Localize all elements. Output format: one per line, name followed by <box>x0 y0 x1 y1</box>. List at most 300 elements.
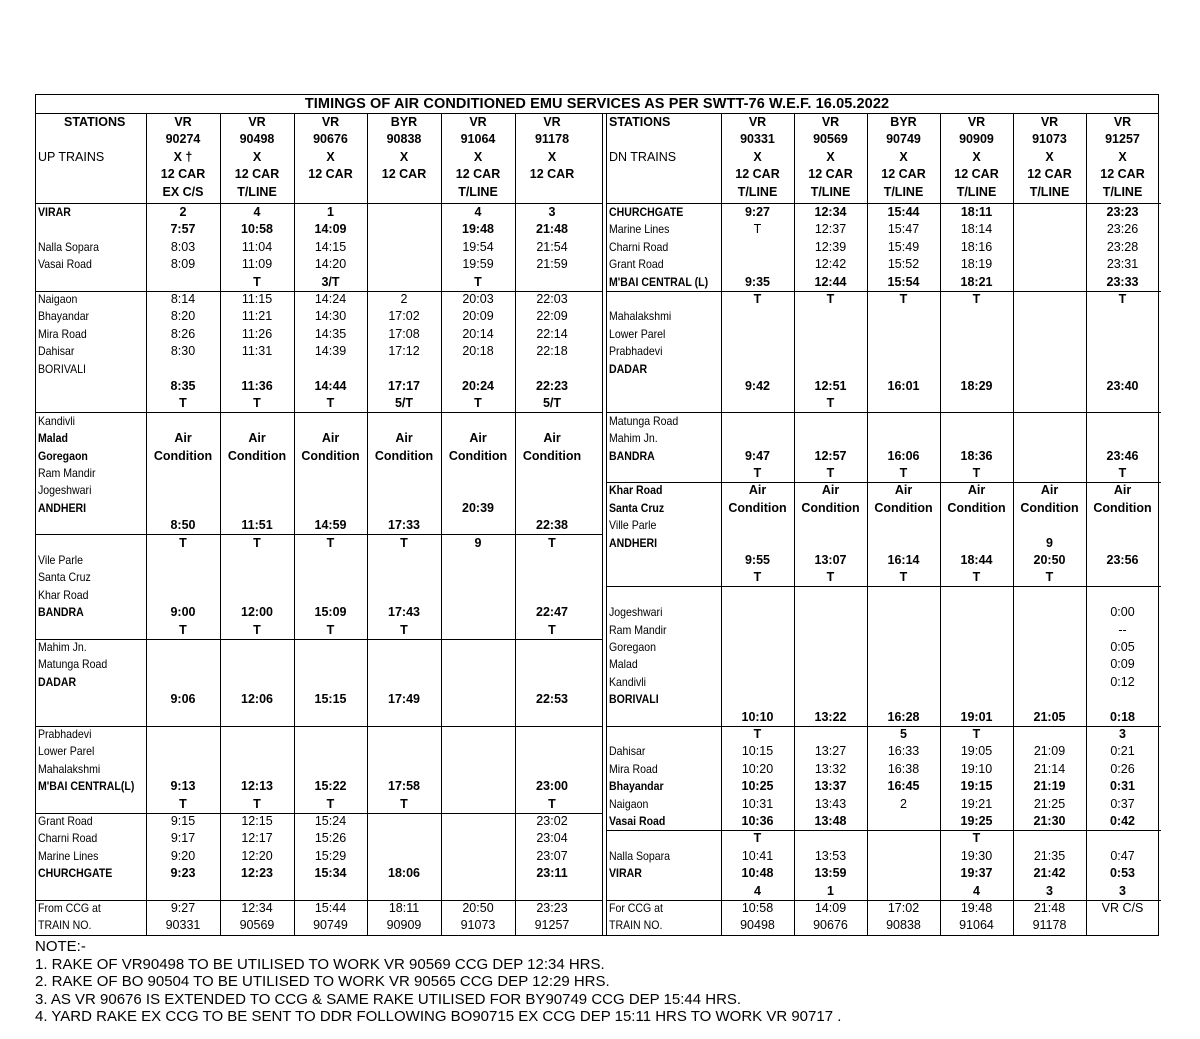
time-cell <box>1013 395 1086 412</box>
time-cell: 15:52 <box>887 257 920 272</box>
train-cars: 12 CAR <box>954 167 999 182</box>
time-cell: 18:11 <box>960 205 993 219</box>
time-cell <box>367 656 441 673</box>
train-route: T/LINE <box>458 184 498 199</box>
time-cell: T <box>826 396 835 411</box>
train-number: 91178 <box>534 132 570 147</box>
time-cell: 23:04 <box>536 831 568 846</box>
time-cell: T <box>400 622 408 637</box>
time-cell: 4 <box>474 205 482 219</box>
time-cell: Condition <box>1093 500 1152 515</box>
time-cell <box>441 622 515 639</box>
section-rule <box>607 482 1161 483</box>
time-cell: 91257 <box>534 918 570 933</box>
time-cell <box>294 569 367 586</box>
station-name: M'BAI CENTRAL(L) <box>38 779 135 794</box>
time-cell: 19:21 <box>960 796 993 811</box>
station-name: Mira Road <box>38 326 87 341</box>
time-cell: 10:25 <box>741 779 774 794</box>
time-cell <box>940 674 1013 691</box>
time-cell: Air <box>894 483 913 498</box>
time-cell <box>721 622 794 639</box>
time-cell <box>721 239 794 256</box>
time-cell <box>1086 395 1159 412</box>
train-origin: VR <box>543 115 561 129</box>
time-cell <box>867 604 940 621</box>
time-cell <box>220 587 294 604</box>
time-cell <box>1086 326 1159 343</box>
time-cell: Air <box>174 431 192 446</box>
station-name: Kandivli <box>609 674 646 689</box>
time-cell: 12:20 <box>241 848 273 863</box>
station-name: Naigaon <box>609 796 649 811</box>
station-name: Nalla Sopara <box>609 848 671 863</box>
time-cell <box>794 604 867 621</box>
time-cell: 10:15 <box>741 744 774 759</box>
station-name: Malad <box>38 431 68 446</box>
time-cell: 91178 <box>1032 918 1067 933</box>
time-cell <box>794 308 867 325</box>
time-cell: Condition <box>947 500 1006 515</box>
time-cell: T <box>753 222 762 237</box>
time-cell: 0:42 <box>1109 814 1136 828</box>
station-name: ANDHERI <box>609 535 658 550</box>
station-name: TRAIN NO. <box>38 918 92 933</box>
time-cell <box>1013 326 1086 343</box>
time-cell: T <box>326 622 335 637</box>
time-cell <box>367 204 441 221</box>
time-cell: 8:35 <box>170 379 196 393</box>
dn-trains-table <box>606 114 1161 935</box>
time-cell: Condition <box>874 500 933 515</box>
time-cell: 15:09 <box>314 605 347 620</box>
time-cell: 14:59 <box>314 518 347 533</box>
time-cell <box>1086 343 1159 360</box>
time-cell: 19:59 <box>462 257 494 272</box>
time-cell <box>721 343 794 360</box>
time-cell: 1 <box>327 205 334 219</box>
station-name: DADAR <box>609 361 648 376</box>
time-cell: T <box>253 274 261 289</box>
time-cell: 23:07 <box>536 848 568 863</box>
time-cell: 15:44 <box>314 901 347 915</box>
train-origin: VR <box>821 115 840 129</box>
station-name: BANDRA <box>609 448 655 463</box>
time-cell: T <box>326 535 335 550</box>
station-name: Goregaon <box>609 640 656 654</box>
time-cell: 13:53 <box>814 848 847 863</box>
time-cell: 14:39 <box>314 344 347 359</box>
station-name: Marine Lines <box>609 222 670 237</box>
station-name: ANDHERI <box>38 500 87 515</box>
time-cell: 17:02 <box>388 309 420 324</box>
time-cell <box>294 500 367 517</box>
time-cell: T <box>1118 466 1127 480</box>
note-item: 4. YARD RAKE EX CCG TO BE SENT TO DDR FOLLOWING BO90715 EX CCG DEP 15:11 HRS TO WORK VR 90717 . <box>35 1008 842 1025</box>
time-cell <box>1013 204 1086 221</box>
time-cell: 16:28 <box>887 709 920 724</box>
time-cell <box>441 604 515 621</box>
time-cell: 11:21 <box>241 309 273 324</box>
section-rule <box>36 813 602 814</box>
time-cell <box>1013 517 1086 534</box>
time-cell <box>367 221 441 238</box>
time-cell: 18:11 <box>388 901 420 915</box>
train-route <box>367 184 441 201</box>
train-origin: BYR <box>390 115 418 129</box>
section-rule <box>36 412 602 413</box>
time-cell <box>515 274 589 291</box>
time-cell <box>515 761 589 778</box>
time-cell: Condition <box>801 500 860 515</box>
stations-header: STATIONS <box>64 115 126 129</box>
time-cell <box>146 743 220 760</box>
time-cell: 11:15 <box>241 292 273 306</box>
train-number: 90274 <box>165 132 201 147</box>
time-cell <box>515 883 589 900</box>
time-cell: 19:37 <box>960 866 993 881</box>
up-trains-table <box>36 114 602 935</box>
time-cell: 0:12 <box>1110 674 1135 689</box>
time-cell <box>294 465 367 482</box>
time-cell: -- <box>1118 622 1127 637</box>
time-cell: 22:18 <box>536 344 568 359</box>
time-cell: 0:09 <box>1110 657 1135 672</box>
time-cell: 20:18 <box>462 344 494 359</box>
timetable-sheet <box>35 94 1159 936</box>
time-cell <box>794 622 867 639</box>
time-cell <box>367 239 441 256</box>
time-cell <box>1013 378 1086 395</box>
time-cell <box>940 691 1013 708</box>
time-cell <box>1086 308 1159 325</box>
station-name: BANDRA <box>38 605 84 620</box>
time-cell: 12:39 <box>814 239 847 254</box>
trains-header: DN TRAINS <box>609 149 677 164</box>
time-cell <box>441 361 515 378</box>
time-cell: 13:27 <box>814 744 847 759</box>
time-cell: 8:30 <box>170 344 196 359</box>
time-cell <box>441 413 515 430</box>
time-cell <box>146 883 220 900</box>
time-cell: 5 <box>900 727 907 741</box>
station-name: Ram Mandir <box>38 466 96 480</box>
time-cell: Air <box>1113 483 1132 498</box>
time-cell: Air <box>469 431 487 446</box>
time-cell <box>367 413 441 430</box>
time-cell <box>367 552 441 569</box>
time-cell: 0:37 <box>1110 796 1135 811</box>
time-cell <box>220 743 294 760</box>
section-rule <box>36 900 602 901</box>
time-cell: 4 <box>973 883 980 898</box>
time-cell: 17:12 <box>388 344 420 359</box>
time-cell <box>441 848 515 865</box>
time-cell <box>367 726 441 743</box>
time-cell: 13:07 <box>814 553 847 567</box>
time-cell <box>1013 639 1086 656</box>
train-mark: X † <box>173 149 193 164</box>
station-name: Ram Mandir <box>609 622 667 637</box>
time-cell <box>867 813 940 830</box>
time-cell: 9:13 <box>170 779 196 794</box>
time-cell: 3 <box>548 205 556 219</box>
time-cell: T <box>1118 292 1127 306</box>
time-cell <box>721 308 794 325</box>
time-cell <box>1013 361 1086 378</box>
time-cell <box>294 674 367 691</box>
time-cell: 17:58 <box>388 779 420 794</box>
time-cell <box>515 743 589 760</box>
train-origin: VR <box>469 115 487 129</box>
time-cell: 14:35 <box>314 326 347 341</box>
train-origin: VR <box>748 115 767 129</box>
train-route: T/LINE <box>737 184 778 199</box>
time-cell <box>940 326 1013 343</box>
time-cell: 18:16 <box>960 239 993 254</box>
time-cell <box>441 569 515 586</box>
time-cell: 23:26 <box>1106 222 1139 237</box>
time-cell: 9:42 <box>744 379 771 393</box>
time-cell: T <box>548 796 556 811</box>
time-cell <box>367 274 441 291</box>
time-cell <box>794 517 867 534</box>
time-cell: 0:18 <box>1109 709 1136 724</box>
time-cell: 8:20 <box>170 309 196 324</box>
time-cell: T <box>753 570 762 585</box>
time-cell: 8:14 <box>170 292 196 306</box>
time-cell <box>515 656 589 673</box>
time-cell: 90331 <box>165 918 201 933</box>
time-cell <box>794 656 867 673</box>
time-cell: Condition <box>374 448 434 463</box>
time-cell: T <box>548 535 556 550</box>
time-cell: 0:47 <box>1110 848 1135 863</box>
time-cell <box>1086 569 1159 586</box>
time-cell <box>940 622 1013 639</box>
time-cell <box>294 761 367 778</box>
time-cell <box>294 709 367 726</box>
train-mark: X <box>826 149 835 164</box>
time-cell <box>794 674 867 691</box>
time-cell <box>867 587 940 604</box>
time-cell: 0:05 <box>1110 640 1135 654</box>
station-name: Prabhadevi <box>609 344 663 359</box>
time-cell <box>367 743 441 760</box>
time-cell <box>294 413 367 430</box>
time-cell: 0:00 <box>1110 605 1135 620</box>
time-cell <box>367 361 441 378</box>
train-mark: X <box>1118 149 1127 164</box>
time-cell <box>867 326 940 343</box>
time-cell: 23:02 <box>536 814 568 828</box>
time-cell: 0:31 <box>1109 779 1136 794</box>
train-cars: 12 CAR <box>160 167 206 182</box>
time-cell <box>294 639 367 656</box>
time-cell: 18:06 <box>388 866 420 881</box>
time-cell <box>294 482 367 499</box>
time-cell: 15:26 <box>314 831 347 846</box>
time-cell: 22:09 <box>536 309 568 324</box>
time-cell: T <box>179 622 187 637</box>
half-divider <box>602 114 603 935</box>
time-cell <box>367 569 441 586</box>
time-cell: 5/T <box>394 396 414 411</box>
time-cell: 13:43 <box>814 796 847 811</box>
time-cell: 10:58 <box>241 222 273 237</box>
station-name: Vile Parle <box>38 553 84 567</box>
time-cell <box>367 587 441 604</box>
station-name: Charni Road <box>609 239 669 254</box>
time-cell <box>794 535 867 552</box>
time-cell <box>794 413 867 430</box>
time-cell: 12:57 <box>814 448 847 463</box>
time-cell: 12:13 <box>241 779 273 794</box>
time-cell: 19:30 <box>960 848 993 863</box>
time-cell: 9 <box>1046 535 1053 550</box>
train-origin: VR <box>248 115 266 129</box>
time-cell <box>146 361 220 378</box>
time-cell <box>441 709 515 726</box>
train-mark: X <box>473 149 483 164</box>
time-cell: Air <box>248 431 266 446</box>
station-name: Goregaon <box>38 448 88 463</box>
time-cell <box>515 413 589 430</box>
time-cell <box>220 569 294 586</box>
time-cell <box>294 656 367 673</box>
time-cell: T <box>253 396 261 411</box>
time-cell: 14:09 <box>814 901 847 915</box>
train-number: 90331 <box>740 132 775 147</box>
time-cell: VR C/S <box>1101 901 1144 915</box>
time-cell: T <box>972 831 981 846</box>
time-cell <box>1086 587 1159 604</box>
time-cell: 10:20 <box>741 761 774 776</box>
time-cell <box>940 517 1013 534</box>
time-cell: 15:22 <box>314 779 347 794</box>
time-cell: T <box>972 570 981 585</box>
time-cell: 15:24 <box>314 814 347 828</box>
time-cell: 10:41 <box>741 848 774 863</box>
time-cell: 21:09 <box>1033 744 1066 759</box>
train-origin: VR <box>1113 115 1132 129</box>
time-cell <box>867 413 940 430</box>
time-cell <box>220 761 294 778</box>
time-cell <box>1013 221 1086 238</box>
time-cell: 21:54 <box>536 239 568 254</box>
time-cell: 2 <box>900 796 907 811</box>
time-cell <box>940 413 1013 430</box>
time-cell <box>940 395 1013 412</box>
time-cell: 20:50 <box>462 901 494 915</box>
time-cell <box>515 465 589 482</box>
station-name: Mahim Jn. <box>38 640 87 654</box>
time-cell: Air <box>1040 483 1059 498</box>
time-cell: 21:14 <box>1033 761 1066 776</box>
time-cell <box>367 883 441 900</box>
train-number: 91064 <box>460 132 496 147</box>
time-cell: 3/T <box>321 274 340 289</box>
time-cell: 4 <box>754 883 761 898</box>
time-cell <box>1013 308 1086 325</box>
time-cell <box>441 639 515 656</box>
train-cars: 12 CAR <box>381 167 427 182</box>
time-cell <box>940 656 1013 673</box>
time-cell <box>146 761 220 778</box>
time-cell <box>867 361 940 378</box>
time-cell <box>867 430 940 447</box>
time-cell: 21:05 <box>1033 709 1066 724</box>
time-cell <box>441 865 515 882</box>
time-cell: 9:27 <box>170 901 196 915</box>
time-cell: 18:36 <box>960 448 993 463</box>
time-cell <box>441 674 515 691</box>
time-cell <box>1013 274 1086 291</box>
time-cell: 11:31 <box>241 344 273 359</box>
time-cell: T <box>826 570 835 585</box>
time-cell: 90498 <box>740 918 775 933</box>
train-origin: VR <box>321 115 340 129</box>
time-cell <box>441 587 515 604</box>
time-cell: 9:06 <box>170 692 196 707</box>
time-cell: 9:00 <box>170 605 196 620</box>
time-cell <box>294 743 367 760</box>
time-cell: 14:24 <box>314 292 347 306</box>
time-cell: 16:45 <box>887 779 920 794</box>
time-cell: 13:59 <box>814 866 847 881</box>
time-cell <box>867 830 940 847</box>
time-cell: 23:23 <box>1106 205 1139 219</box>
time-cell: T <box>972 727 981 741</box>
section-rule <box>607 412 1161 413</box>
time-cell: T <box>826 466 835 480</box>
time-cell <box>940 343 1013 360</box>
time-cell: T <box>753 292 762 306</box>
time-cell: T <box>179 796 187 811</box>
station-name: Charni Road <box>38 831 98 846</box>
time-cell: 9:15 <box>170 814 196 828</box>
train-route: T/LINE <box>810 184 851 199</box>
train-origin: VR <box>174 115 192 129</box>
time-cell <box>721 535 794 552</box>
time-cell <box>1086 413 1159 430</box>
train-origin: VR <box>967 115 986 129</box>
time-cell <box>940 535 1013 552</box>
station-name: Naigaon <box>38 292 78 306</box>
time-cell <box>721 361 794 378</box>
time-cell: 12:00 <box>241 605 273 620</box>
time-cell: 14:09 <box>314 222 347 237</box>
time-cell <box>1086 691 1159 708</box>
station-name: Lower Parel <box>609 326 666 341</box>
train-mark: X <box>326 149 335 164</box>
time-cell <box>294 883 367 900</box>
train-number: 91257 <box>1105 132 1140 147</box>
time-cell: 12:42 <box>814 257 847 272</box>
time-cell <box>441 778 515 795</box>
time-cell: 13:22 <box>814 709 847 724</box>
time-cell <box>867 535 940 552</box>
time-cell <box>515 639 589 656</box>
train-route: T/LINE <box>956 184 997 199</box>
time-cell <box>794 830 867 847</box>
time-cell: 18:19 <box>960 257 993 272</box>
time-cell: Air <box>395 431 413 446</box>
train-number: 90749 <box>886 132 921 147</box>
train-number: 90498 <box>239 132 275 147</box>
time-cell: 8:50 <box>170 518 196 533</box>
time-cell: Condition <box>448 448 508 463</box>
